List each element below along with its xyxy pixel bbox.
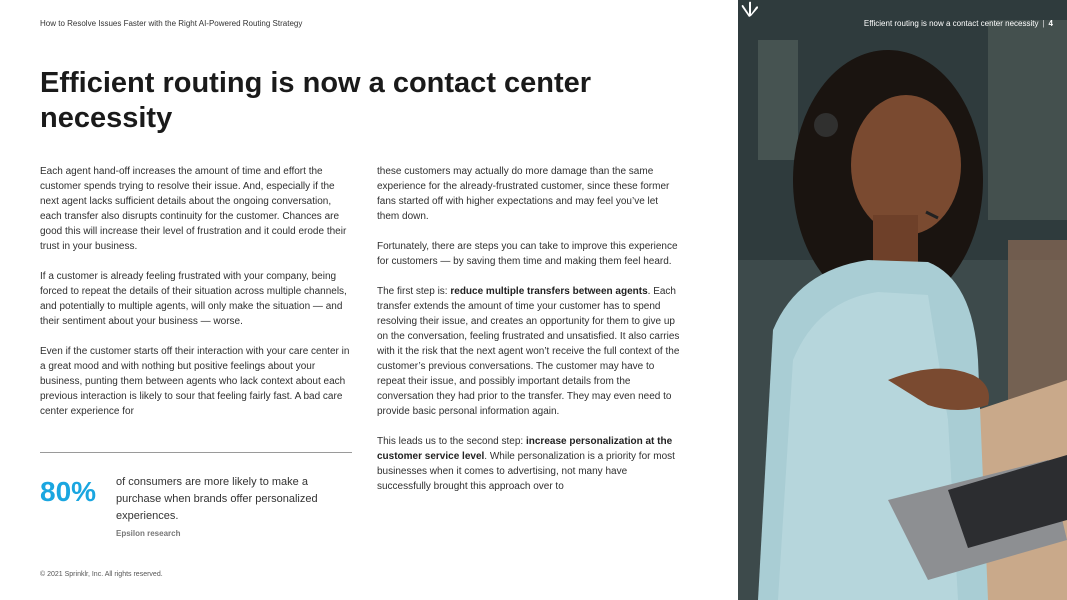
page-number: 4 — [1048, 19, 1053, 28]
stat-value: 80% — [40, 476, 97, 507]
body-paragraph: Even if the customer starts off their interaction with your care center in a great mood and with nothing but positive feelings about your business, punting them between agents who lack context about each previous interaction is likely to sour that feeling fairly fast. A bad care center experience for — [40, 346, 350, 417]
body-paragraph — [377, 434, 683, 494]
right-column — [377, 164, 683, 509]
lead-text: This leads us to the second step: — [377, 436, 526, 447]
emphasis-text: reduce multiple transfers between agents — [450, 286, 648, 297]
body-paragraph: these customers may actually do more damage than the same experience for the already-frustrated customer, since these former fans started off with higher expectations and may feel you’ve let them down. — [377, 166, 670, 222]
body-paragraph: If a customer is already feeling frustrated with your company, being forced to repeat the details of their situation across multiple channels, and potentially to multiple agents, will only make the situation — and their sentiment about your business — worse. — [40, 271, 347, 327]
body-paragraph: Fortunately, there are steps you can take to improve this experience for customers — by saving them time and making them feel heard. — [377, 241, 678, 267]
section-header — [864, 19, 1053, 28]
body-text: . Each transfer extends the amount of time your customer has to spend resolving their issue, and creates an opportunity for them to give up on the conversation, feeling frustrated and unsatisfied. It also carries with it the risk that the next agent won’t receive the full context of the customer’s previous conversations. The customer may have to repeat their issue, and possibly important details from the conversation they had prior to the transfer. They may even need to provide basic personal information again. — [377, 286, 680, 417]
body-paragraph: Each agent hand-off increases the amount of time and effort the customer spends trying to resolve their issue. And, especially if the next agent lacks sufficient details about the ongoing conversation, each transfer also disrupts continuity for the customer. Chances are good this will increase their level of frustration and it could erode their trust in your business. — [40, 166, 347, 252]
page-title: Efficient routing is now a contact center necessity — [40, 67, 592, 134]
sprinklr-logo-icon — [738, 0, 760, 18]
body-text: . While personalization is a priority for most businesses when it comes to advertising, not many have successfully brought this approach over to — [377, 451, 675, 492]
lead-text: The first step is: — [377, 286, 451, 297]
agent-photo — [738, 0, 1067, 600]
emphasis-text: increase personalization at the customer service level — [377, 436, 673, 462]
copyright-footer: © 2021 Sprinklr, Inc. All rights reserved. — [40, 571, 163, 578]
stat-description: of consumers are more likely to make a purchase when brands offer personalized experiences. — [116, 476, 318, 522]
separator: | — [1042, 19, 1045, 28]
running-header: How to Resolve Issues Faster with the Right AI-Powered Routing Strategy — [40, 19, 303, 28]
left-column — [40, 164, 354, 434]
stat-divider — [40, 452, 352, 453]
body-paragraph — [377, 284, 683, 419]
section-title: Efficient routing is now a contact center necessity — [863, 19, 1039, 28]
stat-source: Epsilon research — [116, 529, 181, 538]
photo-illustration — [738, 0, 1067, 600]
